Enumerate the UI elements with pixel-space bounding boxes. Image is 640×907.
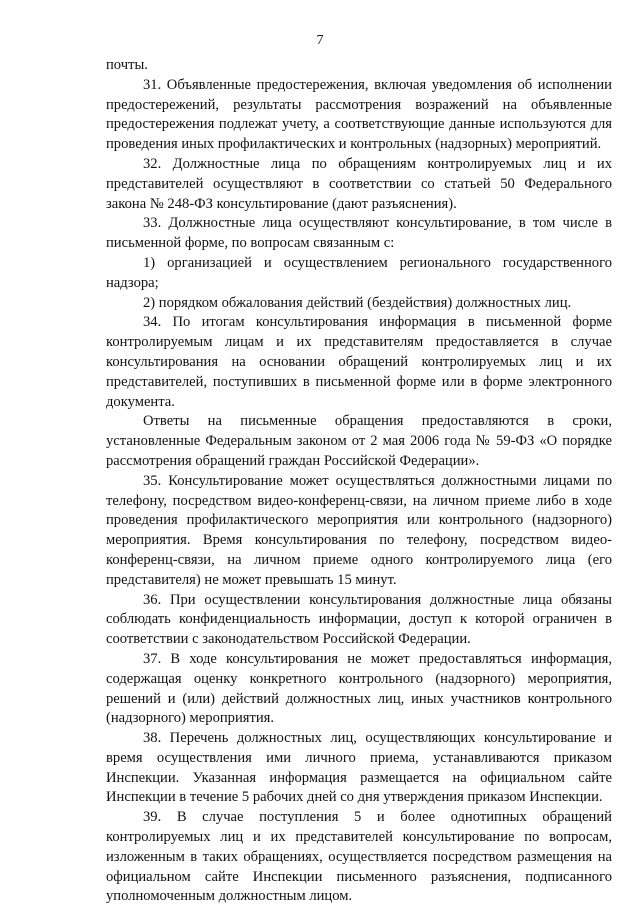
paragraph-31: 31. Объявленные предостережения, включая уведомления об исполнении предостережений, результаты рассмотрения возражений на объявленные предостережения подлежат учету, а соответствующие данные используются для проведения иных профилактических и контрольных (надзорных) мероприятий. (106, 76, 612, 153)
paragraph-36: 36. При осуществлении консультирования должностные лица обязаны соблюдать конфиденциальность информации, доступ к которой ограничен в соответствии с законодательством Российской Федерации. (106, 591, 612, 648)
paragraph-38: 38. Перечень должностных лиц, осуществляющих консультирование и время осуществления ими личного приема, устанавливаются приказом Инспекции. Указанная информация размещается на официальном сайте Инспекции в течение 5 рабочих дней со дня утверждения приказом Инспекции. (106, 730, 612, 806)
paragraph-39: 39. В случае поступления 5 и более однотипных обращений контролируемых лиц и их представителей консультирование по вопросам, изложенным в таких обращениях, осуществляется посредством размещения на официальном сайте Инспекции письменного разъяснения, подписанного уполномоченным должностным лицом. (106, 809, 612, 905)
paragraph-34: 34. По итогам консультирования информация в письменной форме контролируемым лицам и их представителям предоставляется в случае консультирования на основании обращений контролируемых лиц и их представителей, поступивших в письменной форме или в форме электронного документа. (106, 314, 612, 410)
page-number: 7 (316, 33, 324, 48)
paragraph-32: 32. Должностные лица по обращениям контролируемых лиц и их представителей осуществляют в соответствии со статьей 50 Федерального закона № 248-ФЗ консультирование (дают разъяснения). (106, 155, 612, 212)
paragraph-33: 33. Должностные лица осуществляют консультирование, в том числе в письменной форме, по вопросам связанным с: (106, 215, 612, 252)
paragraph-34-answers: Ответы на письменные обращения предоставляются в сроки, установленные Федеральным законом от 2 мая 2006 года № 59-ФЗ «О порядке рассмотрения обращений граждан Российской Федерации». (106, 413, 612, 469)
paragraph-35: 35. Консультирование может осуществляться должностными лицами по телефону, посредством видео-конференц-связи, на личном приеме либо в ходе проведения профилактического мероприятия или контрольного (надзорного) мероприятия. Время консультирования по телефону, посредством видео-конференц-связи, на личном приеме одного контролируемого лица (его представителя) не может превышать 15 минут. (106, 472, 612, 588)
paragraph-37: 37. В ходе консультирования не может предоставляться информация, содержащая оценку конкретного контрольного (надзорного) мероприятия, решений и (или) действий должностных лиц, иных участников контрольного (надзорного) мероприятия. (106, 650, 612, 727)
paragraph-33-item-2: 2) порядком обжалования действий (бездействия) должностных лиц. (143, 294, 572, 311)
document-body (106, 56, 612, 907)
paragraph-33-item-1: 1) организацией и осуществлением регионального государственного надзора; (106, 254, 612, 291)
paragraph-continuation: почты. (106, 57, 148, 73)
